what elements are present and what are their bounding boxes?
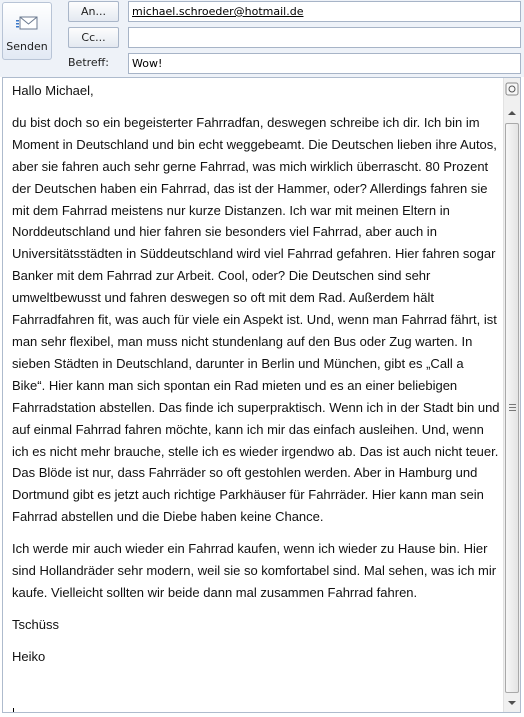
spellcheck-icon[interactable] bbox=[505, 82, 519, 96]
text-caret bbox=[13, 708, 14, 713]
scroll-down-arrow-icon[interactable] bbox=[504, 696, 520, 710]
message-header bbox=[0, 0, 524, 77]
to-button[interactable]: An... bbox=[68, 1, 119, 22]
scrollbar-thumb[interactable] bbox=[505, 123, 519, 693]
send-button[interactable] bbox=[2, 2, 52, 60]
to-field[interactable] bbox=[128, 1, 521, 22]
body-paragraph-1: du bist doch so ein begeisterter Fahrradfan, deswegen schreibe ich dir. Ich bin im Moment in Deutschland und bin echt weggebeamt. Die Deutschen lieben ihre Autos, aber sie fahren auch sehr gerne Fahrrad, was mich wirklich überrascht. 80 Prozent der Deutschen haben ein Fahrrad, das ist der Hammer, oder? Allerdings fahren sie mit dem Fahrrad meistens nur kurze Distanzen. Ich war mit meinen Eltern in Norddeutschland und hier fahren sie besonders viel Fahrrad, aber auch in Universitätsstädten in Süddeutschland wird viel Fahrrad gefahren. Hier fahren sogar Banker mit dem Fahrrad zur Arbeit. Cool, oder? Die Deutschen sind sehr umweltbewusst und fahren deswegen so oft mit dem Rad. Außerdem hält Fahrradfahren fit, was auch für viele ein Aspekt ist. Und, wenn man Fahrrad fährt, ist man sehr flexibel, man muss nicht stundenlang auf den Bus oder Zug warten. In sieben Städten in Deutschland, darunter in Berlin und München, gibt es „Call a Bike“. Hier kann man sich spontan ein Rad mieten und es an einer beliebigen Fahrradstation abstellen. Das finde ich superpraktisch. Wenn ich in der Stadt bin und auf einmal Fahrrad fahren möchte, kann ich mir das einfach ausleihen. Und, wenn ich es nicht mehr brauche, stelle ich es wieder irgendwo ab. Das ist auch nicht teuer. Das Blöde ist nur, dass Fahrräder so oft gestohlen werden. Aber in Hamburg und Dortmund gibt es jetzt auch richtige Parkhäuser für Fahrräder. Hier kann man sein Fahrrad abstellen und die Diebe haben keine Chance. bbox=[12, 114, 500, 525]
greeting: Hallo Michael, bbox=[12, 83, 94, 98]
cc-field[interactable] bbox=[128, 27, 521, 48]
message-body-editor[interactable] bbox=[2, 77, 521, 713]
envelope-send-icon bbox=[16, 11, 40, 35]
body-paragraph-2: Ich werde mir auch wieder ein Fahrrad kaufen, wenn ich wieder zu Hause bin. Hier sind Hollandräder sehr modern, weil sie so komfortabel sind. Mal sehen, was ich mir kaufe. Vielleicht sollten wir beide dann mal zusammen Fahrrad fahren. bbox=[12, 541, 497, 600]
signature: Heiko bbox=[12, 648, 46, 664]
cc-button[interactable]: Cc... bbox=[68, 27, 119, 48]
subject-label: Betreff: bbox=[68, 56, 109, 69]
scroll-up-arrow-icon[interactable] bbox=[504, 106, 520, 120]
vertical-scrollbar[interactable] bbox=[503, 78, 520, 712]
scroll-grip-icon bbox=[509, 404, 516, 411]
send-label: Senden bbox=[6, 40, 48, 53]
to-recipient[interactable]: michael.schroeder@hotmail.de bbox=[132, 5, 304, 18]
message-body-text[interactable] bbox=[12, 80, 500, 678]
closing: Tschüss bbox=[12, 616, 59, 632]
subject-field[interactable]: Wow! bbox=[128, 53, 521, 74]
